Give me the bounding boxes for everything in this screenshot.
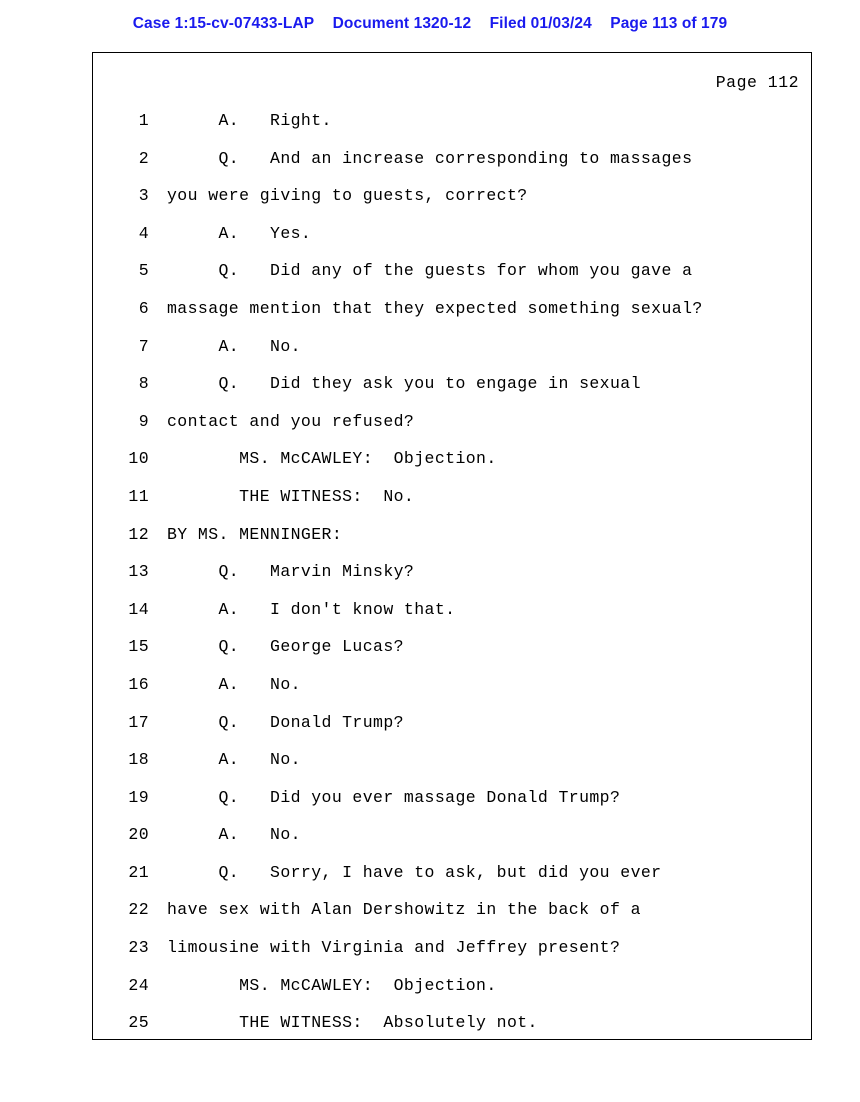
transcript-line-number: 15 — [128, 637, 149, 657]
transcript-line-text: you were giving to guests, correct? — [167, 186, 528, 206]
transcript-page — [92, 52, 812, 1040]
transcript-line-number: 12 — [128, 524, 149, 544]
transcript-line-text: MS. McCAWLEY: Objection. — [167, 975, 497, 995]
transcript-line — [93, 750, 811, 788]
transcript-line-text: Q. Sorry, I have to ask, but did you ever — [167, 862, 662, 882]
transcript-line-text: Q. Donald Trump? — [167, 712, 404, 732]
transcript-line-text: A. Yes. — [167, 223, 312, 243]
transcript-line — [93, 111, 811, 149]
transcript-line-text: Q. Marvin Minsky? — [167, 562, 415, 582]
ecf-page-number: Page 113 of 179 — [610, 15, 728, 32]
transcript-line-number: 23 — [128, 938, 149, 958]
transcript-line — [93, 224, 811, 262]
transcript-line — [93, 788, 811, 826]
transcript-line-number: 13 — [128, 562, 149, 582]
transcript-line-number: 2 — [138, 148, 149, 168]
transcript-line-number: 19 — [128, 787, 149, 807]
transcript-line-text: massage mention that they expected something sexual? — [167, 298, 703, 318]
transcript-line — [93, 637, 811, 675]
transcript-line — [93, 449, 811, 487]
transcript-line-text: contact and you refused? — [167, 411, 415, 431]
transcript-line-number: 4 — [138, 223, 149, 243]
transcript-line-text: THE WITNESS: No. — [167, 486, 415, 506]
ecf-stamp-header — [0, 15, 860, 33]
transcript-line — [93, 149, 811, 187]
transcript-line-number: 1 — [138, 111, 149, 130]
transcript-line — [93, 900, 811, 938]
transcript-line-text: A. I don't know that. — [167, 599, 456, 619]
transcript-line — [93, 261, 811, 299]
transcript-line — [93, 825, 811, 863]
transcript-line-text: Q. Did any of the guests for whom you gave a — [167, 261, 693, 281]
ecf-document-number: Document 1320-12 — [332, 15, 472, 32]
transcript-line — [93, 525, 811, 563]
transcript-line — [93, 299, 811, 337]
transcript-line-text: Q. Did they ask you to engage in sexual — [167, 374, 641, 394]
transcript-line-number: 11 — [128, 486, 149, 506]
transcript-line — [93, 562, 811, 600]
transcript-line-text: Q. And an increase corresponding to massages — [167, 148, 693, 168]
transcript-page-label: Page 112 — [715, 73, 799, 92]
transcript-line-text: A. No. — [167, 674, 301, 694]
transcript-line-number: 14 — [128, 599, 149, 619]
transcript-line-number: 22 — [128, 900, 149, 920]
transcript-line-text: A. Right. — [167, 111, 332, 130]
transcript-line-text: A. No. — [167, 336, 301, 356]
transcript-line — [93, 487, 811, 525]
transcript-line — [93, 412, 811, 450]
transcript-line-text: A. No. — [167, 750, 301, 770]
transcript-line-number: 18 — [128, 750, 149, 770]
transcript-line — [93, 337, 811, 375]
transcript-line-number: 3 — [138, 186, 149, 206]
transcript-line-text: Q. George Lucas? — [167, 637, 404, 657]
transcript-line-number: 16 — [128, 674, 149, 694]
transcript-line-number: 20 — [128, 825, 149, 845]
transcript-line-number: 10 — [128, 449, 149, 469]
transcript-line-number: 21 — [128, 862, 149, 882]
transcript-line-number: 17 — [128, 712, 149, 732]
transcript-line — [93, 374, 811, 412]
transcript-line-number: 7 — [138, 336, 149, 356]
transcript-line-text: A. No. — [167, 825, 301, 845]
transcript-line — [93, 675, 811, 713]
transcript-line-number: 24 — [128, 975, 149, 995]
transcript-line — [93, 938, 811, 976]
transcript-lines — [93, 111, 811, 1051]
transcript-line — [93, 600, 811, 638]
transcript-line — [93, 976, 811, 1014]
transcript-line-number: 9 — [138, 411, 149, 431]
transcript-line-text: MS. McCAWLEY: Objection. — [167, 449, 497, 469]
transcript-line — [93, 713, 811, 751]
transcript-line-text: have sex with Alan Dershowitz in the back of a — [167, 900, 641, 920]
transcript-line — [93, 1013, 811, 1051]
transcript-line-number: 5 — [138, 261, 149, 281]
transcript-line — [93, 186, 811, 224]
ecf-case-number: Case 1:15-cv-07433-LAP — [132, 15, 315, 32]
transcript-line-number: 6 — [138, 298, 149, 318]
transcript-line-number: 8 — [138, 374, 149, 394]
transcript-line-text: Q. Did you ever massage Donald Trump? — [167, 787, 621, 807]
transcript-line-text: BY MS. MENNINGER: — [167, 524, 343, 544]
ecf-filed-date: Filed 01/03/24 — [489, 15, 592, 32]
transcript-line-text: limousine with Virginia and Jeffrey present? — [167, 938, 621, 958]
transcript-line-number: 25 — [128, 1013, 149, 1033]
transcript-line-text: THE WITNESS: Absolutely not. — [167, 1013, 538, 1033]
transcript-line — [93, 863, 811, 901]
